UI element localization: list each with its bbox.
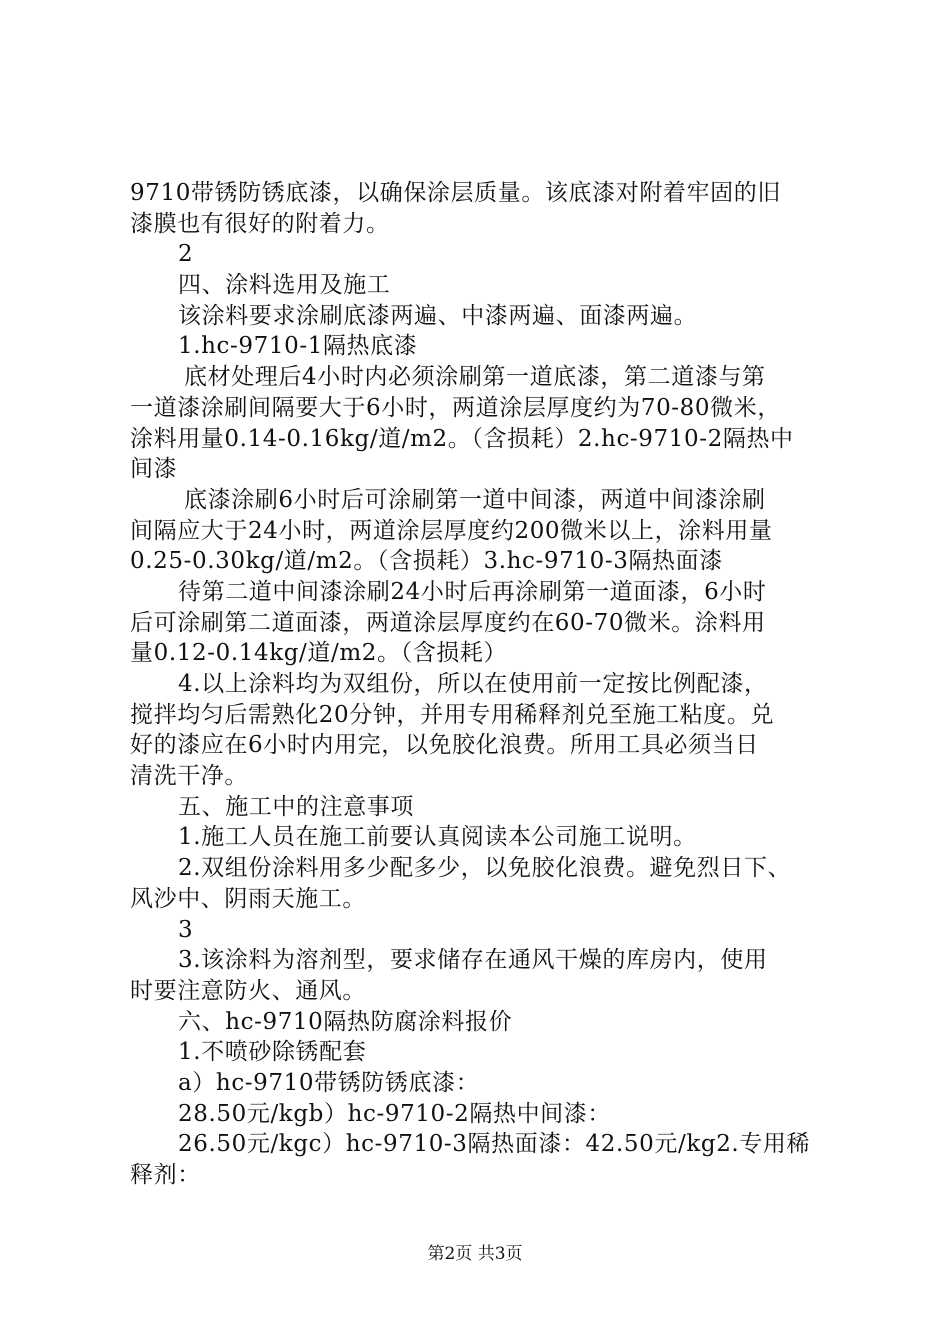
text-line: 搅拌均匀后需熟化20分钟，并用专用稀释剂兑至施工粘度。兑 bbox=[130, 701, 775, 728]
text-line: 清洗干净。 bbox=[130, 763, 248, 790]
page-number-marker: 3 bbox=[178, 916, 194, 943]
text-line: 底漆涂刷6小时后可涂刷第一道中间漆，两道中间漆涂刷 bbox=[184, 486, 766, 513]
subsection-heading: 1.不喷砂除锈配套 bbox=[178, 1039, 367, 1066]
text-line: 好的漆应在6小时内用完，以免胶化浪费。所用工具必须当日 bbox=[130, 732, 759, 759]
text-line: 26.50元/kgc）hc-9710-3隔热面漆：42.50元/kg2.专用稀 bbox=[178, 1131, 811, 1158]
text-line: 2.双组份涂料用多少配多少，以免胶化浪费。避免烈日下、 bbox=[178, 855, 792, 882]
section-heading: 五、施工中的注意事项 bbox=[178, 793, 414, 820]
text-line: 后可涂刷第二道面漆，两道涂层厚度约在60-70微米。涂料用 bbox=[130, 609, 766, 636]
text-line: 底材处理后4小时内必须涂刷第一道底漆，第二道漆与第 bbox=[184, 364, 766, 391]
text-line: 风沙中、阴雨天施工。 bbox=[130, 885, 366, 912]
page-footer: 第2页 共3页 bbox=[427, 1244, 523, 1264]
text-line: 漆膜也有很好的附着力。 bbox=[130, 210, 390, 237]
text-line: 一道漆涂刷间隔要大于6小时，两道涂层厚度约为70-80微米， bbox=[130, 394, 781, 421]
text-line: 4.以上涂料均为双组份，所以在使用前一定按比例配漆， bbox=[178, 671, 768, 697]
text-line: 涂料用量0.14-0.16kg/道/m2。（含损耗）2.hc-9710-2隔热中 bbox=[130, 425, 794, 452]
text-line: 1.施工人员在施工前要认真阅读本公司施工说明。 bbox=[178, 824, 697, 851]
section-heading: 四、涂料选用及施工 bbox=[178, 272, 391, 299]
text-line: 间隔应大于24小时，两道涂层厚度约200微米以上，涂料用量 bbox=[130, 517, 773, 544]
text-line: 待第二道中间漆涂刷24小时后再涂刷第一道面漆，6小时 bbox=[178, 578, 767, 605]
text-line: 间漆 bbox=[130, 456, 178, 483]
document-body bbox=[130, 178, 830, 1191]
text-line: a）hc-9710带锈防锈底漆： bbox=[178, 1069, 480, 1096]
text-line: 量0.12-0.14kg/道/m2。（含损耗） bbox=[130, 640, 508, 667]
text-line: 28.50元/kgb）hc-9710-2隔热中间漆： bbox=[178, 1100, 611, 1127]
text-line: 该涂料要求涂刷底漆两遍、中漆两遍、面漆两遍。 bbox=[178, 302, 698, 329]
text-line: 3.该涂料为溶剂型，要求储存在通风干燥的库房内，使用 bbox=[178, 947, 768, 974]
text-line: 9710带锈防锈底漆，以确保涂层质量。该底漆对附着牢固的旧 bbox=[130, 180, 781, 206]
page-number-marker: 2 bbox=[178, 241, 194, 268]
text-line: 释剂： bbox=[130, 1162, 201, 1188]
text-line: 0.25-0.30kg/道/m2。（含损耗）3.hc-9710-3隔热面漆 bbox=[130, 548, 723, 575]
subsection-heading: 1.hc-9710-1隔热底漆 bbox=[178, 333, 418, 360]
section-heading: 六、hc-9710隔热防腐涂料报价 bbox=[178, 1008, 513, 1035]
text-line: 时要注意防火、通风。 bbox=[130, 977, 366, 1004]
